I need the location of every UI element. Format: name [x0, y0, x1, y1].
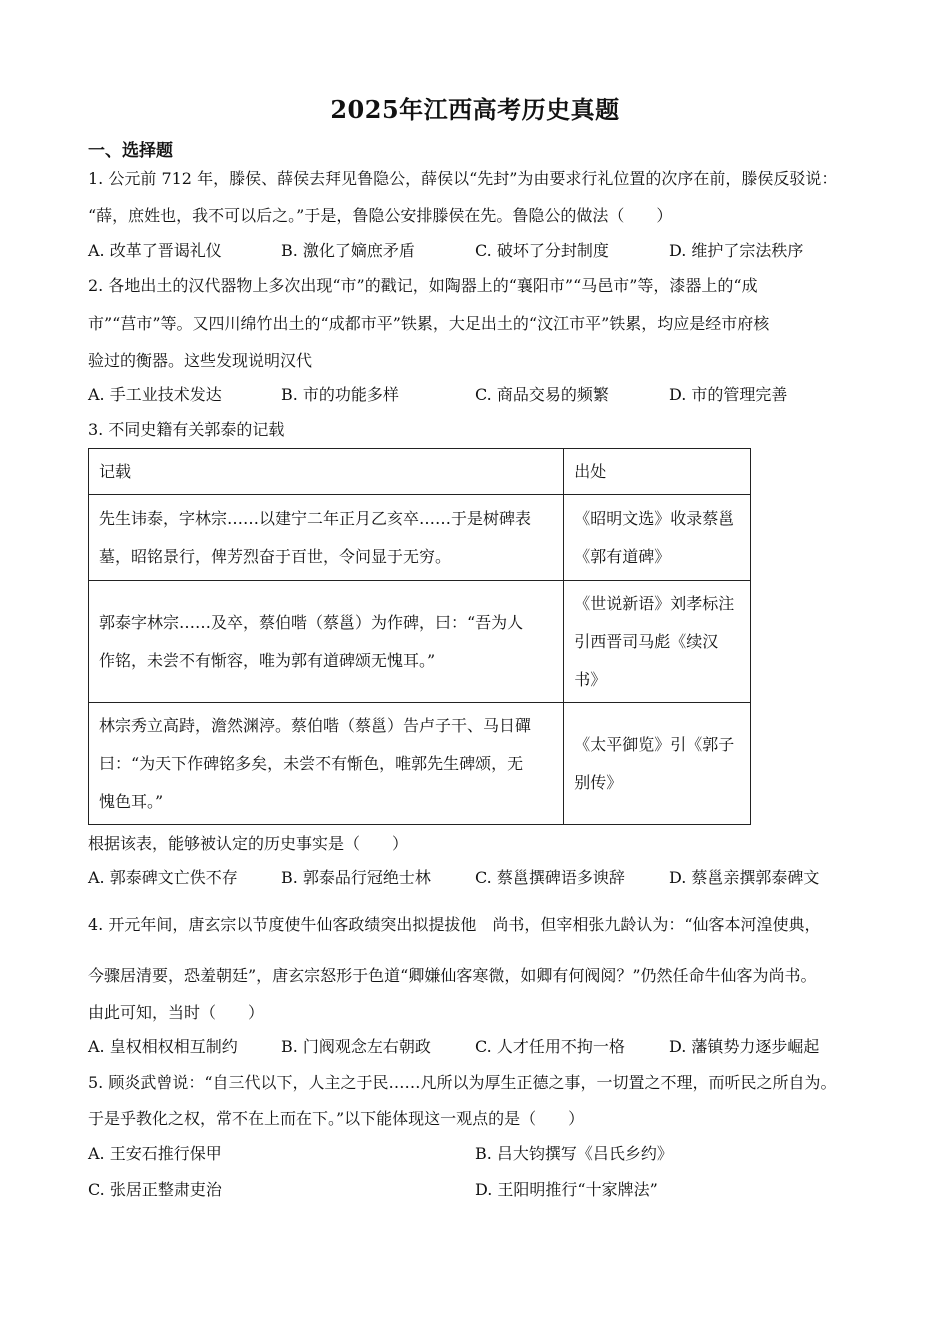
source-cell — [564, 581, 751, 703]
q1-line-2: “薛，庶姓也，我不可以后之。”于是，鲁隐公安排滕侯在先。鲁隐公的做法（ ） — [88, 206, 673, 225]
source-line: 引西晋司马彪《续汉 — [574, 631, 719, 651]
source-line: 《郭有道碑》 — [574, 546, 671, 566]
table-row — [89, 703, 751, 825]
source-cell — [564, 495, 751, 581]
q4-option-b: B. 门阀观念左右朝政 — [281, 1037, 431, 1056]
table-header-row — [89, 449, 751, 495]
source-line: 书》 — [574, 669, 607, 689]
q2-option-d: D. 市的管理完善 — [669, 385, 788, 404]
table-row — [89, 581, 751, 703]
record-line: 林宗秀立高跱，澹然渊渟。蔡伯喈（蔡邕）告卢子干、马日磾 — [99, 715, 532, 735]
q5-option-c: C. 张居正整肃吏治 — [88, 1180, 222, 1199]
record-line: 先生讳泰，字林宗……以建宁二年正月乙亥卒……于是树碑表 — [99, 508, 532, 528]
records-table — [88, 448, 751, 825]
record-line: 愧色耳。” — [99, 791, 164, 811]
q3-option-c: C. 蔡邕撰碑语多谀辞 — [475, 868, 625, 887]
q3-option-a: A. 郭泰碑文亡佚不存 — [88, 868, 238, 887]
source-cell — [564, 703, 751, 825]
q2-line-3: 验过的衡器。这些发现说明汉代 — [88, 351, 313, 370]
record-cell — [89, 495, 564, 581]
q2-line-1: 2. 各地出土的汉代器物上多次出现“市”的戳记，如陶器上的“襄阳市”“马邑市”等，漆器上的“成 — [88, 276, 758, 295]
source-line: 别传》 — [574, 772, 623, 792]
record-cell — [89, 703, 564, 825]
q1-line-1: 1. 公元前 712 年，滕侯、薛侯去拜见鲁隐公，薛侯以“先封”为由要求行礼位置的次序在前，滕侯反驳说： — [88, 169, 838, 188]
q3-line-2: 根据该表，能够被认定的历史事实是（ ） — [88, 834, 409, 853]
q2-option-a: A. 手工业技术发达 — [88, 385, 222, 404]
q2-option-b: B. 市的功能多样 — [281, 385, 399, 404]
q3-option-d: D. 蔡邕亲撰郭泰碑文 — [669, 868, 820, 887]
q5-option-a: A. 王安石推行保甲 — [88, 1144, 222, 1163]
record-line: 作铭，未尝不有惭容，唯为郭有道碑颂无愧耳。” — [99, 650, 436, 670]
record-line: 曰：“为天下作碑铭多矣，未尝不有惭色，唯郭先生碑颂，无 — [99, 753, 524, 773]
table-header-record: 记载 — [89, 449, 564, 495]
q3-option-b: B. 郭泰品行冠绝士林 — [281, 868, 431, 887]
q1-option-b: B. 激化了嫡庶矛盾 — [281, 241, 415, 260]
table-header-source: 出处 — [564, 449, 751, 495]
q1-option-a: A. 改革了晋谒礼仪 — [88, 241, 222, 260]
record-cell — [89, 581, 564, 703]
q4-option-c: C. 人才任用不拘一格 — [475, 1037, 625, 1056]
q5-line-1: 5. 顾炎武曾说：“自三代以下，人主之于民……凡所以为厚生正德之事，一切置之不理，而听民之所自为。 — [88, 1073, 837, 1092]
page-title: 2025年江西高考历史真题 — [330, 95, 620, 124]
q2-option-c: C. 商品交易的频繁 — [475, 385, 609, 404]
section-heading: 一、选择题 — [88, 141, 173, 161]
q5-option-d: D. 王阳明推行“十家牌法” — [475, 1180, 658, 1199]
source-line: 《世说新语》刘孝标注 — [574, 593, 735, 613]
q4-option-d: D. 藩镇势力逐步崛起 — [669, 1037, 820, 1056]
q5-option-b: B. 吕大钧撰写《吕氏乡约》 — [475, 1144, 673, 1163]
q4-line-1: 4. 开元年间，唐玄宗以节度使牛仙客政绩突出拟提拔他 尚书，但宰相张九龄认为：“仙客本河湟使典， — [88, 915, 821, 934]
q3-line-1: 3. 不同史籍有关郭泰的记载 — [88, 420, 285, 439]
record-line: 墓，昭铭景行，俾芳烈奋于百世，令问显于无穷。 — [99, 546, 452, 566]
q1-option-c: C. 破坏了分封制度 — [475, 241, 609, 260]
q5-line-2: 于是乎教化之权，常不在上而在下。”以下能体现这一观点的是（ ） — [88, 1109, 585, 1128]
q4-line-2: 今骤居清要，恐羞朝廷”，唐玄宗怒形于色道“卿嫌仙客寒微，如卿有何阀阅？”仍然任命牛仙客为尚书。 — [88, 966, 817, 985]
q4-line-3: 由此可知，当时（ ） — [88, 1003, 265, 1022]
record-line: 郭泰字林宗……及卒，蔡伯喈（蔡邕）为作碑，曰：“吾为人 — [99, 612, 524, 632]
q1-option-d: D. 维护了宗法秩序 — [669, 241, 804, 260]
source-line: 《太平御览》引《郭子 — [574, 734, 735, 754]
q4-option-a: A. 皇权相权相互制约 — [88, 1037, 238, 1056]
q2-line-2: 市”“莒市”等。又四川绵竹出土的“成都市平”铁累，大足出土的“汶江市平”铁累，均应是经市府核 — [88, 314, 770, 333]
table-row — [89, 495, 751, 581]
source-line: 《昭明文选》收录蔡邕 — [574, 508, 735, 528]
